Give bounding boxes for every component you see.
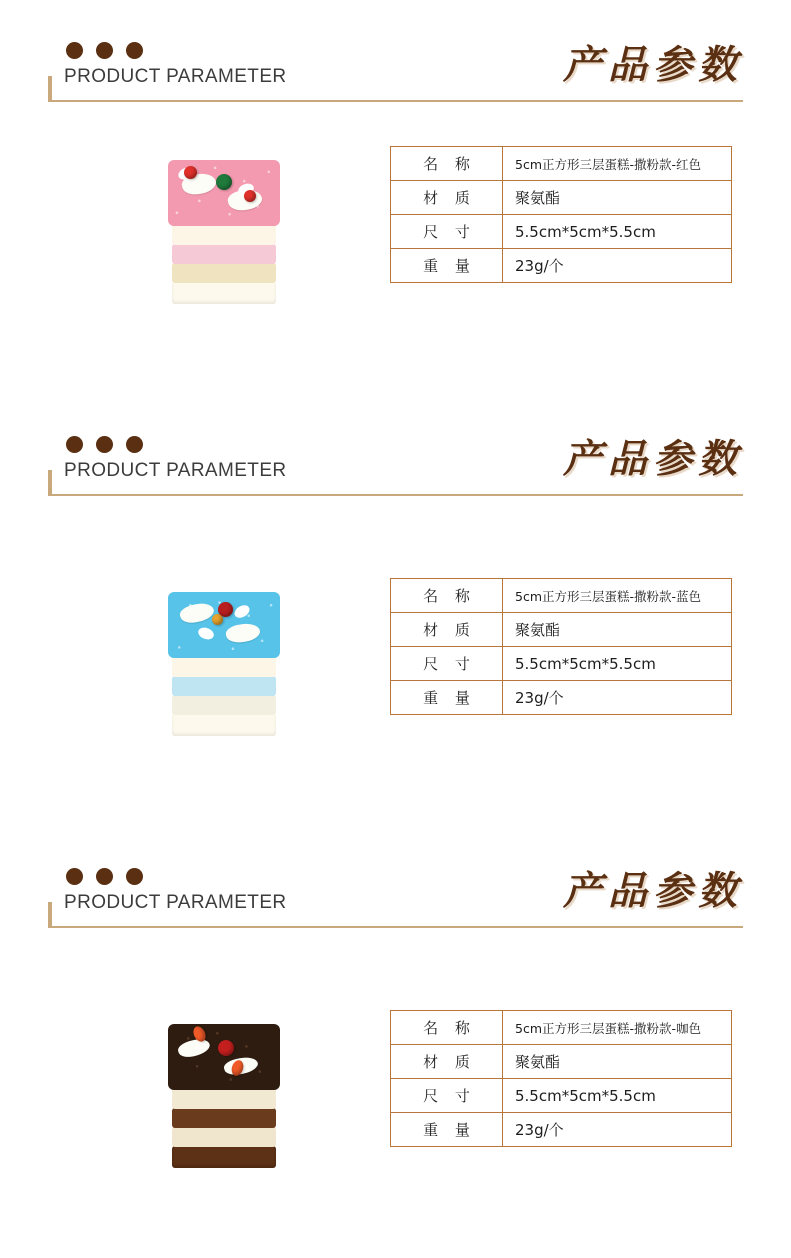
dot-icon [66,868,83,885]
spec-label: 名 称 [391,579,503,613]
spec-value: 23g/个 [503,249,732,283]
cherry-icon [244,190,256,202]
cherry-icon [218,1040,234,1056]
product-section [0,0,791,394]
spec-value: 5.5cm*5cm*5.5cm [503,1079,732,1113]
spec-value: 聚氨酯 [503,181,732,215]
product-image-blue [160,576,290,746]
product-section [0,826,791,1258]
product-image-coffee [160,1008,290,1178]
dot-icon [96,42,113,59]
header-english-title: PRODUCT PARAMETER [64,892,287,913]
spec-value: 聚氨酯 [503,1045,732,1079]
section-header [48,864,743,936]
spec-label: 重 量 [391,249,503,283]
header-chinese-title: 产品参数 [562,437,743,482]
cake-illustration [168,1018,280,1168]
spec-value: 5cm正方形三层蛋糕-撒粉款-红色 [503,147,732,181]
header-divider-cap [48,902,52,928]
table-row [391,681,732,715]
header-chinese-title: 产品参数 [562,43,743,88]
berry-icon [212,614,223,625]
table-row [391,1045,732,1079]
dots-decoration [66,436,143,453]
spec-value: 5cm正方形三层蛋糕-撒粉款-蓝色 [503,579,732,613]
cherry-icon [184,166,197,179]
spec-value: 聚氨酯 [503,613,732,647]
header-english-title: PRODUCT PARAMETER [64,66,287,87]
spec-table [390,146,732,283]
dot-icon [66,436,83,453]
header-chinese-title: 产品参数 [562,869,743,914]
section-header [48,432,743,504]
product-row [0,144,791,394]
spec-label: 重 量 [391,1113,503,1147]
dot-icon [126,42,143,59]
spec-value: 5.5cm*5cm*5.5cm [503,647,732,681]
spec-label: 尺 寸 [391,1079,503,1113]
spec-table [390,1010,732,1147]
spec-label: 材 质 [391,1045,503,1079]
dot-icon [126,436,143,453]
spec-label: 重 量 [391,681,503,715]
section-header [48,38,743,110]
spec-value: 5cm正方形三层蛋糕-撒粉款-咖色 [503,1011,732,1045]
spec-value: 5.5cm*5cm*5.5cm [503,215,732,249]
header-divider-cap [48,470,52,496]
dot-icon [66,42,83,59]
table-row [391,1079,732,1113]
dot-icon [96,436,113,453]
header-divider [48,926,743,928]
spec-value: 23g/个 [503,1113,732,1147]
table-row [391,147,732,181]
table-row [391,181,732,215]
table-row [391,647,732,681]
dot-icon [96,868,113,885]
header-divider [48,494,743,496]
spec-label: 名 称 [391,147,503,181]
product-row [0,1008,791,1258]
product-row [0,576,791,826]
spec-value: 23g/个 [503,681,732,715]
cake-illustration [168,154,280,304]
spec-label: 尺 寸 [391,215,503,249]
table-row [391,215,732,249]
table-row [391,1011,732,1045]
header-divider [48,100,743,102]
dot-icon [126,868,143,885]
spec-label: 名 称 [391,1011,503,1045]
cake-illustration [168,586,280,736]
dots-decoration [66,42,143,59]
header-english-title: PRODUCT PARAMETER [64,460,287,481]
spec-label: 材 质 [391,613,503,647]
spec-label: 尺 寸 [391,647,503,681]
table-row [391,249,732,283]
table-row [391,579,732,613]
berry-icon [216,174,232,190]
dots-decoration [66,868,143,885]
spec-label: 材 质 [391,181,503,215]
header-divider-cap [48,76,52,102]
product-section [0,394,791,826]
spec-table [390,578,732,715]
product-image-red [160,144,290,314]
table-row [391,613,732,647]
table-row [391,1113,732,1147]
